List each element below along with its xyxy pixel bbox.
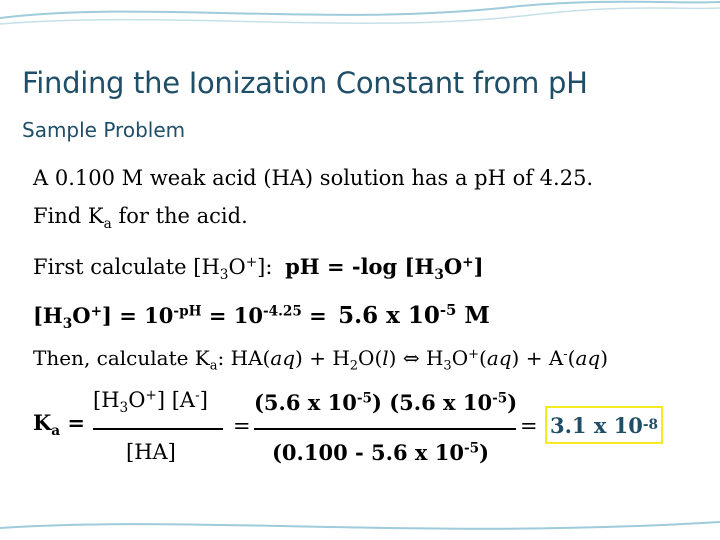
num1-a: ] [A — [156, 388, 196, 412]
equals-3: = — [520, 414, 538, 438]
den2-c: ) — [479, 440, 490, 465]
decor-wave-top — [0, 2, 720, 18]
step1-label-end: ]: — [257, 255, 273, 279]
ka-denominator-2 — [272, 440, 489, 465]
num1-sup2: - — [195, 387, 200, 404]
ka-numerator-2 — [254, 390, 517, 415]
num2-a: (5.6 x 10 — [254, 390, 357, 415]
product-sup: + — [468, 346, 479, 362]
step3-line — [33, 346, 609, 374]
num1-prefix: [H — [93, 388, 120, 412]
problem-line-2 — [33, 204, 248, 232]
step3-label-sub: a — [209, 358, 218, 374]
decor-wave-bottom — [0, 522, 720, 529]
ph-eq-prefix: pH = -log [H — [285, 254, 435, 279]
product-open: ( — [479, 346, 487, 370]
ph-eq-end: ] — [473, 254, 484, 279]
ph-eq-sub: 3 — [434, 266, 444, 283]
num2-c: ) — [507, 390, 518, 415]
h3o-lhs: [H — [33, 303, 63, 328]
num2-b-exp: -5 — [492, 390, 508, 407]
step3-label: Then, calculate K — [33, 346, 210, 370]
state-aq-3: aq — [575, 346, 601, 370]
den2-exp: -5 — [463, 440, 480, 457]
step1-label-sub: 3 — [219, 266, 229, 283]
num1-sub: 3 — [119, 399, 129, 416]
fraction-bar-2 — [254, 428, 516, 430]
step3-label-end: : — [217, 346, 225, 370]
state-aq-1: aq — [270, 346, 296, 370]
problem-find-suffix: for the acid. — [111, 204, 248, 228]
num1-sup: + — [145, 387, 157, 404]
result-unit: M — [456, 302, 490, 329]
reaction-water-end: ) — [388, 346, 397, 370]
slide-title: Finding the Ionization Constant from pH — [22, 66, 588, 100]
step1-line — [33, 254, 484, 283]
problem-text: A 0.100 M weak acid (HA) solution has a pH of 4.25. — [33, 166, 594, 190]
anion-close: ) — [600, 346, 609, 370]
step2-line — [33, 300, 490, 332]
ka-k: K — [33, 410, 52, 435]
den1-text: [HA] — [126, 440, 176, 464]
num2-a-exp: -5 — [356, 390, 372, 407]
exp-value: -4.25 — [262, 303, 302, 320]
anion-open: ( — [567, 346, 576, 370]
product-h-sub: 3 — [443, 358, 452, 374]
problem-line-1 — [33, 166, 593, 190]
equilibrium-arrow-icon: ⇔ — [402, 346, 420, 370]
product-o: O — [451, 346, 469, 370]
h3o-result — [338, 302, 490, 329]
ka-denominator-1 — [126, 440, 176, 464]
den2-a: (0.100 - 5.6 x 10 — [272, 440, 464, 465]
equals-ten: = 10 — [208, 303, 263, 328]
answer-value: 3.1 x 10 — [549, 412, 643, 438]
equals-2: = — [233, 414, 251, 438]
ka-equals: = — [67, 410, 86, 435]
reaction-equation — [230, 346, 609, 374]
ka-symbol — [33, 410, 86, 439]
answer-box: 3.1 x 10 -8 — [545, 406, 663, 444]
step1-label-o: O — [228, 255, 246, 279]
h3o-lhs-sub: 3 — [62, 315, 73, 332]
anion-sup: - — [563, 346, 568, 362]
h2-sub: 2 — [349, 358, 359, 374]
step1-label-sup: + — [245, 254, 258, 271]
step1-label: First calculate [H — [33, 255, 220, 279]
reaction-ha: HA( — [230, 346, 271, 370]
base-ten: 10 — [144, 303, 174, 328]
num1-close: ] — [199, 388, 208, 412]
fraction-bar-1 — [93, 428, 223, 430]
ka-subscript: a — [103, 215, 112, 232]
result-exp: -5 — [439, 300, 457, 319]
product-h: H — [425, 346, 444, 370]
ka-numerator-1 — [93, 387, 208, 416]
state-l: l — [382, 346, 389, 370]
slide-subtitle: Sample Problem — [22, 118, 186, 142]
state-aq-2: aq — [486, 346, 512, 370]
equals-sign: = — [309, 303, 327, 328]
exp-ph: -pH — [173, 303, 202, 320]
ph-eq-o: O — [443, 254, 463, 279]
h3o-lhs-sup: + — [90, 303, 103, 320]
h3o-lhs-o: O — [72, 303, 91, 328]
h3o-lhs-end: ] = — [102, 303, 137, 328]
reaction-water: O( — [358, 346, 383, 370]
reaction-plus-h: ) + H — [295, 346, 350, 370]
ka-sub: a — [51, 422, 61, 439]
num2-b: ) (5.6 x 10 — [372, 390, 493, 415]
ph-equation — [285, 254, 484, 283]
result-value: 5.6 x 10 — [338, 302, 440, 329]
ph-eq-sup: + — [462, 254, 474, 271]
num1-o: O — [128, 388, 146, 412]
product-plus-a: ) + A — [511, 346, 564, 370]
decor-wave-top-2 — [0, 8, 720, 24]
problem-find-text: Find K — [33, 204, 104, 228]
